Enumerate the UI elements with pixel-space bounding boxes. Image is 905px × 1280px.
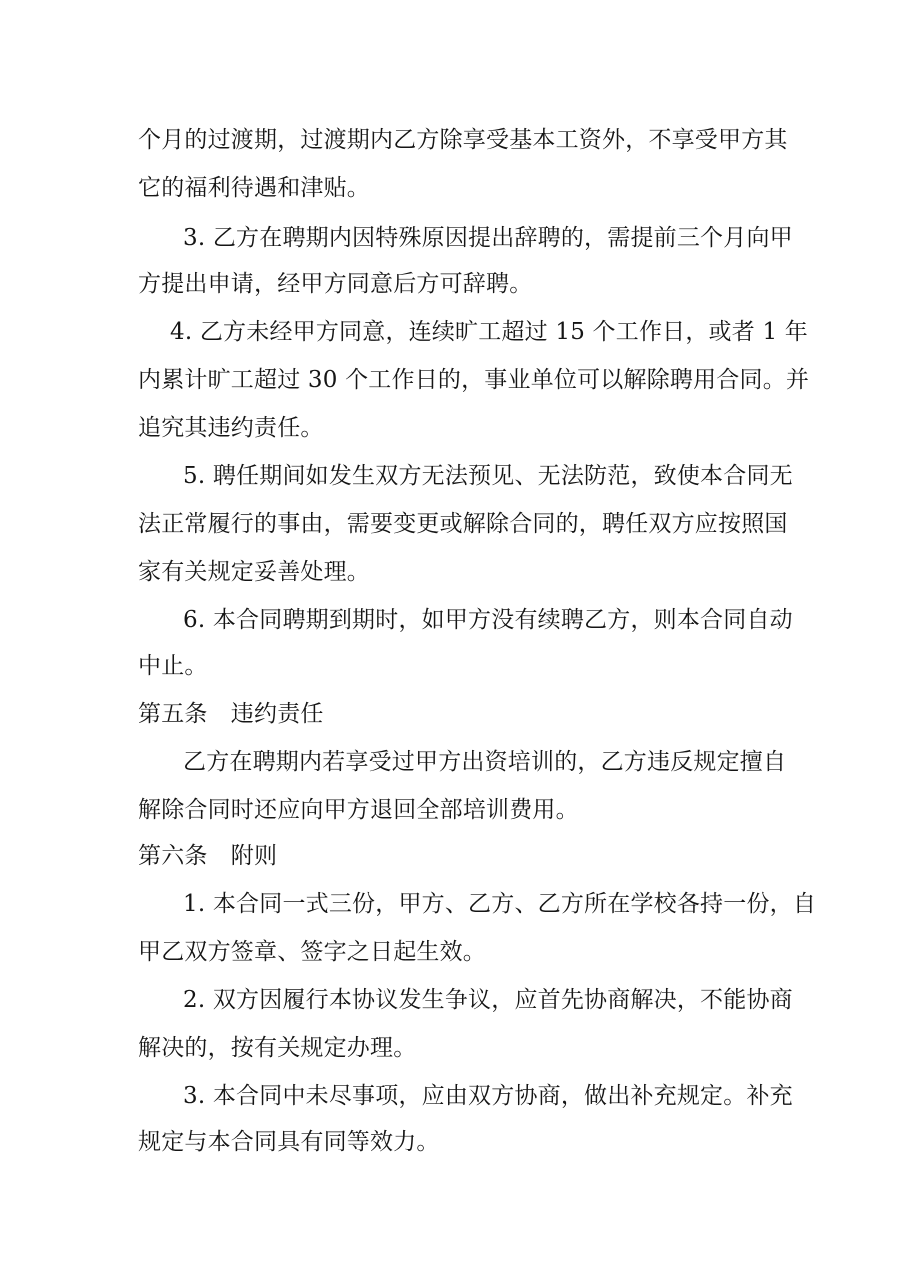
section-heading: 第六条 附则 xyxy=(138,843,278,869)
body-text-line: 个月的过渡期，过渡期内乙方除享受基本工资外，不享受甲方其 xyxy=(138,127,788,153)
body-text-line: 方提出申请，经甲方同意后方可辞聘。 xyxy=(138,271,533,297)
body-text-line: 它的福利待遇和津贴。 xyxy=(138,175,370,201)
body-text-line: 法正常履行的事由，需要变更或解除合同的，聘任双方应按照国 xyxy=(138,511,788,537)
body-text-line: 3. 乙方在聘期内因特殊原因提出辞聘的，需提前三个月向甲 xyxy=(183,225,793,251)
body-text-line: 4. 乙方未经甲方同意，连续旷工超过 15 个工作日，或者 1 年 xyxy=(170,319,808,345)
body-text-line: 甲乙双方签章、签字之日起生效。 xyxy=(138,939,486,965)
body-text-line: 5. 聘任期间如发生双方无法预见、无法防范，致使本合同无 xyxy=(183,463,793,489)
body-text-line: 中止。 xyxy=(138,653,208,679)
body-text-line: 6. 本合同聘期到期时，如甲方没有续聘乙方，则本合同自动 xyxy=(183,607,793,633)
body-text-line: 内累计旷工超过 30 个工作日的，事业单位可以解除聘用合同。并 xyxy=(138,367,810,393)
body-text-line: 追究其违约责任。 xyxy=(138,415,324,441)
section-heading: 第五条 违约责任 xyxy=(138,701,324,727)
body-text-line: 1. 本合同一式三份，甲方、乙方、乙方所在学校各持一份，自 xyxy=(183,891,817,917)
body-text-line: 2. 双方因履行本协议发生争议，应首先协商解决，不能协商 xyxy=(183,987,793,1013)
body-text-line: 解除合同时还应向甲方退回全部培训费用。 xyxy=(138,797,579,823)
body-text-line: 家有关规定妥善处理。 xyxy=(138,559,370,585)
body-text-line: 解决的，按有关规定办理。 xyxy=(138,1035,417,1061)
body-text-line: 3. 本合同中未尽事项，应由双方协商，做出补充规定。补充 xyxy=(183,1083,793,1109)
body-text-line: 规定与本合同具有同等效力。 xyxy=(138,1129,440,1155)
body-text-line: 乙方在聘期内若享受过甲方出资培训的，乙方违反规定擅自 xyxy=(183,749,787,775)
